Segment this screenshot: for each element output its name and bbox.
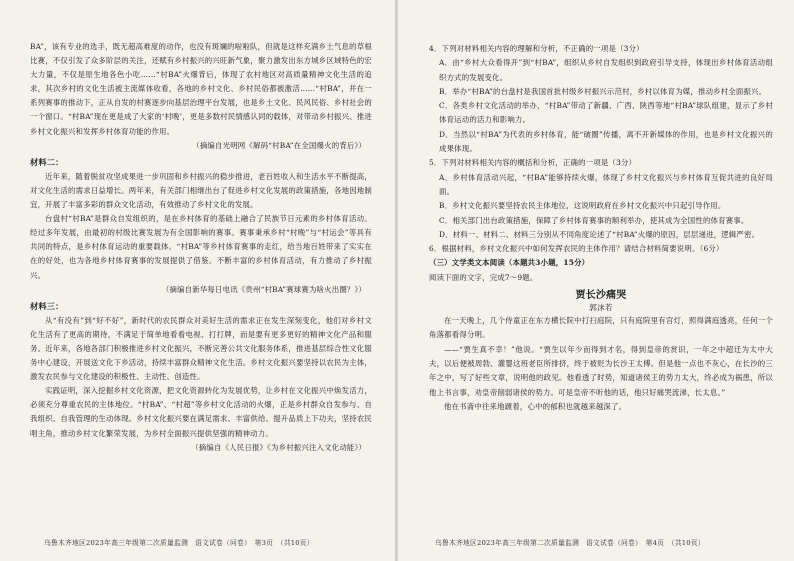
right-page-footer: 乌鲁木齐地区2023年高三年级第二次质量监测 语文试卷（问卷） 第4页 （共10页） — [435, 539, 705, 547]
question-5-option-c: C．相关部门出台政策措施，保障了乡村体育赛事的顺利举办，使其成为全国性的体育赛事。 — [439, 215, 749, 225]
question-4-option-a: A．由“乡村大众看得开”到“村BA”，组织从乡村自发组织到政府引导支持，体现出乡村体育活动组织方式的发展变化。 — [439, 58, 773, 82]
left-page-footer: 乌鲁木齐地区2023年高三年级第二次质量监测 语文试卷（问卷） 第3页 （共10页） — [44, 539, 314, 547]
page-right — [397, 0, 794, 561]
question-4-option-d: D．当然以“村BA”为代表的乡村体育，能“破圈”传播，离不开新媒体的作用，也是乡村文化振兴的成果体现。 — [439, 129, 773, 154]
literary-paragraph-1: 在一天晚上，几个侍童正在东方横长院中打扫庭院，只有庭院里有宫灯，照得满庭透亮，任何一个角落都看得分明。 — [429, 316, 773, 340]
right-page-body — [429, 42, 773, 414]
left-page-body — [30, 40, 372, 455]
material-three-source: （摘编自《人民日报》《为乡村振兴注入文化动能》） — [191, 442, 366, 452]
literary-paragraph-3: 他在书斋中往来地踱着，心中的郁积也就越来越深了。 — [444, 401, 627, 411]
literary-paragraph-2: ——“贾生真不幸！”他说。“贾生以年少而得到才名，得到皇帝的赏识，一年之中超迁为太中大夫，以后便被周勃、灌婴这班老臣所排挤，终于被贬为长沙王太傅。但是他一点也不灰心，在长沙的三年之中，写了好些文章，说明他的政见。他看透了时势，知道诸侯王的势力太大，终必成为祸患，所以他上书言事，劝皇帝削弱诸侯的势力。可是皇帝不听他的话，他只好痛哭流涕，长太息。” — [429, 344, 773, 397]
material-two-paragraph-1: 近年来，随着脱贫攻坚成果进一步巩固和乡村振兴的稳步推进，老百姓收入和生活水平不断提高，对文化生活的需求日益增长。两年来，有关部门相继出台了促进乡村文化发展的政策措施，各地因地制宜，开展了丰富多彩的群众文化活动，有效推动了乡村文化的发展。 — [30, 171, 372, 210]
material-one-source: （摘编自光明网《解码“村BA”在全国爆火的背后》） — [192, 140, 366, 150]
literary-text-title: 贾长沙痛哭 — [575, 290, 627, 302]
question-5-option-a: A．乡村体育活动兴起，“村BA”能够持续火爆，体现了乡村文化振兴与乡村体育互促共进的良好局面。 — [439, 172, 773, 196]
question-4-option-c: C．各类乡村文化活动的举办，“村BA”带动了新疆、广西、陕西等地“村BA”球队组建，显示了乡村体育运动的活力和影响力。 — [439, 101, 773, 125]
question-5-option-b: B．乡村文化振兴要坚持农民主体地位，这说明政府在乡村文化振兴中只起引导作用。 — [439, 201, 726, 211]
question-4-option-b: B．举办“村BA”的台盘村是我国首批村级乡村振兴示范村，乡村以体育为媒，推动乡村全面振兴。 — [439, 86, 767, 96]
material-two-paragraph-2: 台盘村“村BA”是群众自发组织的，是在乡村体育的基础上融合了民族节日元素的乡村体育活动。经过多年发展，由最初的村级比赛发展为有全国影响的赛事。赛事秉承乡村“村晚”与“村运会”等具有共同的特点，是乡村体育运动的重要载体。“村BA”等乡村体育赛事的走红，给当地百姓带来了实实在在的好处，也为各地乡村体育赛事的发展提供了借鉴。不断丰富的乡村体育活动，有力推动了乡村振兴。 — [30, 214, 372, 280]
material-two-heading: 材料二： — [30, 156, 64, 167]
material-three-paragraph-1: 从“有没有”到“好不好”，新时代的农民群众对美好生活的需求正在发生深刻变化，他们对乡村文化生活有了更高的期待，不满足于简单地看看电视、打打牌，而是要有更多更好的精神文化产品和服务。近年来，各地各部门积极推进乡村文化振兴，不断完善公共文化服务体系，推进基层综合性文化服务中心建设，开展送文化下乡活动，持续丰富群众精神文化生活。乡村文化振兴要坚持以农民为主体，激发农民参与文化建设的积极性、主动性、创造性。 — [30, 315, 372, 382]
material-three-paragraph-2: 实践证明，深入挖掘乡村文化资源，把文化资源转化为发展优势，让乡村在文化振兴中焕发活力，必须充分尊重农民的主体地位。“村BA”、“村超”等乡村文化活动的火爆，正是乡村群众自发参与、自我组织、自我管理的生动体现。乡村文化振兴要在满足需求、丰富供给、提升品质上下功夫，坚持农民唱主角，推动乡村文化繁荣发展，为乡村全面振兴提供坚强的精神动力。 — [30, 386, 372, 438]
material-one-paragraph: BA”，该有专业的选手，既无超高难度的动作，也没有斑斓的啦啦队，但就是这样充满乡土气息的草根比赛，不仅引发了众多阶层的关注，还赋有乡村振兴的兴旺新气象，聚力激发出东方城乡区域特色的宏大力量，不仅是原生地各色小吃……“村BA”火爆背后，体现了农村地区对高质量精神文化生活的追求，其次乡村的文化生活被主流媒体收看，各地的乡村文化、乡村民俗都被激活……“村BA”，并在一系列赛事的推动下，正从自发的村赛逐步向基层治理平台发展，也是乡土文化、民风民俗、乡村社会的一个窗口。“村BA”现在更是成了大家的‘村晚’，更是多数村民情感认同的载体，对带动乡村振兴、推进乡村文化振兴和发挥乡村体育功能的作用。 — [30, 42, 372, 136]
question-4-stem: 4．下列对材料相关内容的理解和分析，不正确的一项是（3分） — [429, 44, 644, 53]
literary-text-author: 郭沫若 — [589, 303, 613, 313]
literary-section-heading: （三）文学类文本阅读（本题共3小题，15分） — [429, 258, 590, 268]
question-5-stem: 5．下列对材料相关内容的概括和分析，正确的一项是（3分） — [429, 158, 637, 168]
question-5-option-d: D．材料一、材料二、材料三分别从不同角度论述了“村BA”火爆的原因，层层递进，逻辑严密。 — [439, 229, 760, 239]
material-two-source: （摘编自新华每日电讯《贵州“村BA”赛球赛为啥火出圈？》） — [161, 284, 366, 294]
material-three-heading: 材料三： — [30, 300, 64, 311]
question-6-stem: 6．根据材料，乡村文化振兴中如何发挥农民的主体作用？请结合材料简要说明。（6分） — [429, 244, 724, 254]
literary-section-instruction: 阅读下面的文字，完成7～9题。 — [429, 272, 538, 282]
